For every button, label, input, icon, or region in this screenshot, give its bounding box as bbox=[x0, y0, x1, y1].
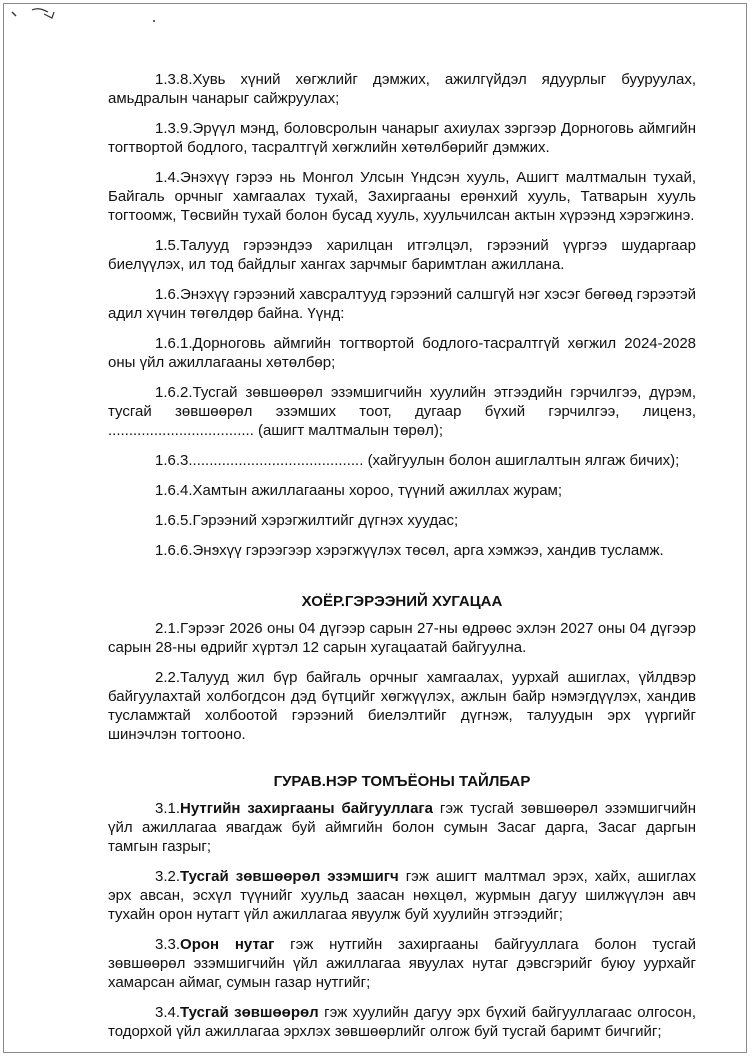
defined-term: Орон нутаг bbox=[180, 936, 275, 953]
clause-2-2: 2.2.Талууд жил бүр байгаль орчныг хамгаалах, уурхай ашиглах, үйлдвэр байгуулахтай холбогдсон дэд бүтцийг хөгжүүлэх, ажлын байр нэмэгдүүлэх, хандив тусламжтай холбоотой гэрээний биелэлтийг дүгнэж, талуудын эрх үүргийг шинэчлэн тогтооно. bbox=[108, 669, 696, 743]
defined-term: Тусгай зөвшөөрөл bbox=[180, 1004, 319, 1021]
document-body bbox=[108, 70, 696, 1041]
scan-mark-icon bbox=[8, 4, 78, 28]
clause-2-1: 2.1.Гэрээг 2026 оны 04 дүгээр сарын 27-ны өдрөөс эхлэн 2027 оны 04 дүгээр сарын 28-ны өдрийг хүртэл 12 сарын хугацаатай байгуулна. bbox=[108, 620, 696, 656]
clause-1-4: 1.4.Энэхүү гэрээ нь Монгол Улсын Үндсэн хууль, Ашигт малтмалын тухай, Байгаль орчныг хамгаалах тухай, Захиргааны ерөнхий хууль, Татварын хууль тогтоомж, Төсвийн тухай болон бусад хууль, хуульчилсан актын хүрээнд хэрэгжинэ. bbox=[108, 169, 696, 224]
clause-1-6-1: 1.6.1.Дорноговь аймгийн тогтвортой бодлого-тасралтгүй хөгжил 2024-2028 оны үйл ажиллагааны хөтөлбөр; bbox=[108, 335, 696, 371]
clause-1-6-4: 1.6.4.Хамтын ажиллагааны хороо, түүний ажиллах журам; bbox=[155, 482, 563, 499]
definition-text: гэж нутгийн захиргааны байгууллага болон тусгай зөвшөөрөл эзэмшигчийн үйл ажиллагаа явуулах нутаг дэвсгэрийг буюу уурхайг хамарсан аймаг, сумын газар нутгийг; bbox=[108, 936, 696, 991]
clause-1-6-5: 1.6.5.Гэрээний хэрэгжилтийг дүгнэх хуудас; bbox=[155, 512, 459, 529]
defined-term: Тусгай зөвшөөрөл эзэмшигч bbox=[180, 868, 399, 885]
clause-3-1 bbox=[108, 799, 696, 856]
clause-number: 3.1. bbox=[155, 800, 181, 817]
clause-number: 3.4. bbox=[155, 1004, 181, 1021]
clause-number: 3.3. bbox=[155, 936, 181, 953]
clause-3-4 bbox=[108, 1003, 696, 1041]
clause-number: 3.2. bbox=[155, 868, 181, 885]
scan-speck bbox=[153, 20, 155, 22]
clause-1-3-8: 1.3.8.Хувь хүний хөгжлийг дэмжих, ажилгүйдэл ядуурлыг бууруулах, амьдралын чанарыг сайжруулах; bbox=[108, 71, 696, 107]
section-3-title: ГУРАВ.НЭР ТОМЪЁОНЫ ТАЙЛБАР bbox=[273, 773, 531, 790]
clause-1-5: 1.5.Талууд гэрээндээ харилцан итгэлцэл, гэрээний үүргээ шударгаар биелүүлэх, ил тод байдлыг хангах зарчмыг баримтлан ажиллана. bbox=[108, 237, 696, 273]
clause-3-2 bbox=[108, 867, 696, 924]
defined-term: Нутгийн захиргааны байгууллага bbox=[180, 800, 434, 817]
clause-1-6-2: 1.6.2.Тусгай зөвшөөрөл эзэмшигчийн хуулийн этгээдийн гэрчилгээ, дүрэм, тусгай зөвшөөрөл эзэмших тоот, дугаар бүхий гэрчилгээ, лиценз, ................................... (ашигт малтмалын төрөл); bbox=[108, 384, 696, 439]
clause-3-3 bbox=[108, 935, 696, 992]
clause-1-3-9: 1.3.9.Эрүүл мэнд, боловсролын чанарыг ахиулах зэргээр Дорноговь аймгийн тогтвортой бодлого, тасралтгүй хөгжлийн хөтөлбөрийг дэмжих. bbox=[108, 120, 696, 156]
clause-1-6-6: 1.6.6.Энэхүү гэрээгээр хэрэгжүүлэх төсөл, арга хэмжээ, хандив тусламж. bbox=[155, 542, 664, 559]
definition-text: гэж хуулийн дагуу эрх бүхий байгууллагаас олгосон, тодорхой үйл ажиллагаа эрхлэх зөвшөөрлийг олгож буй тусгай баримт бичгийг; bbox=[108, 1004, 696, 1040]
clause-1-6-3: 1.6.3.......................................... (хайгуулын болон ашиглалтын ялгаж бичих); bbox=[155, 452, 680, 469]
definition-text: гэж ашигт малтмал эрэх, хайх, ашиглах эрх авсан, эсхүл түүнийг хуульд заасан нөхцөл, журмын дагуу шилжүүлэн авч тухайн орон нутагт үйл ажиллагаа явуулж буй хуулийн этгээдийг; bbox=[108, 868, 696, 923]
clause-1-6: 1.6.Энэхүү гэрээний хавсралтууд гэрээний салшгүй нэг хэсэг бөгөөд гэрээтэй адил хүчин төгөлдөр байна. Үүнд: bbox=[108, 286, 696, 322]
definition-text: гэж тусгай зөвшөөрөл эзэмшигчийн үйл ажиллагаа явагдаж буй аймгийн болон сумын Засаг дарга, Засаг даргын тамгын газрыг; bbox=[108, 800, 696, 855]
section-2-title: ХОЁР.ГЭРЭЭНИЙ ХУГАЦАА bbox=[301, 593, 503, 610]
